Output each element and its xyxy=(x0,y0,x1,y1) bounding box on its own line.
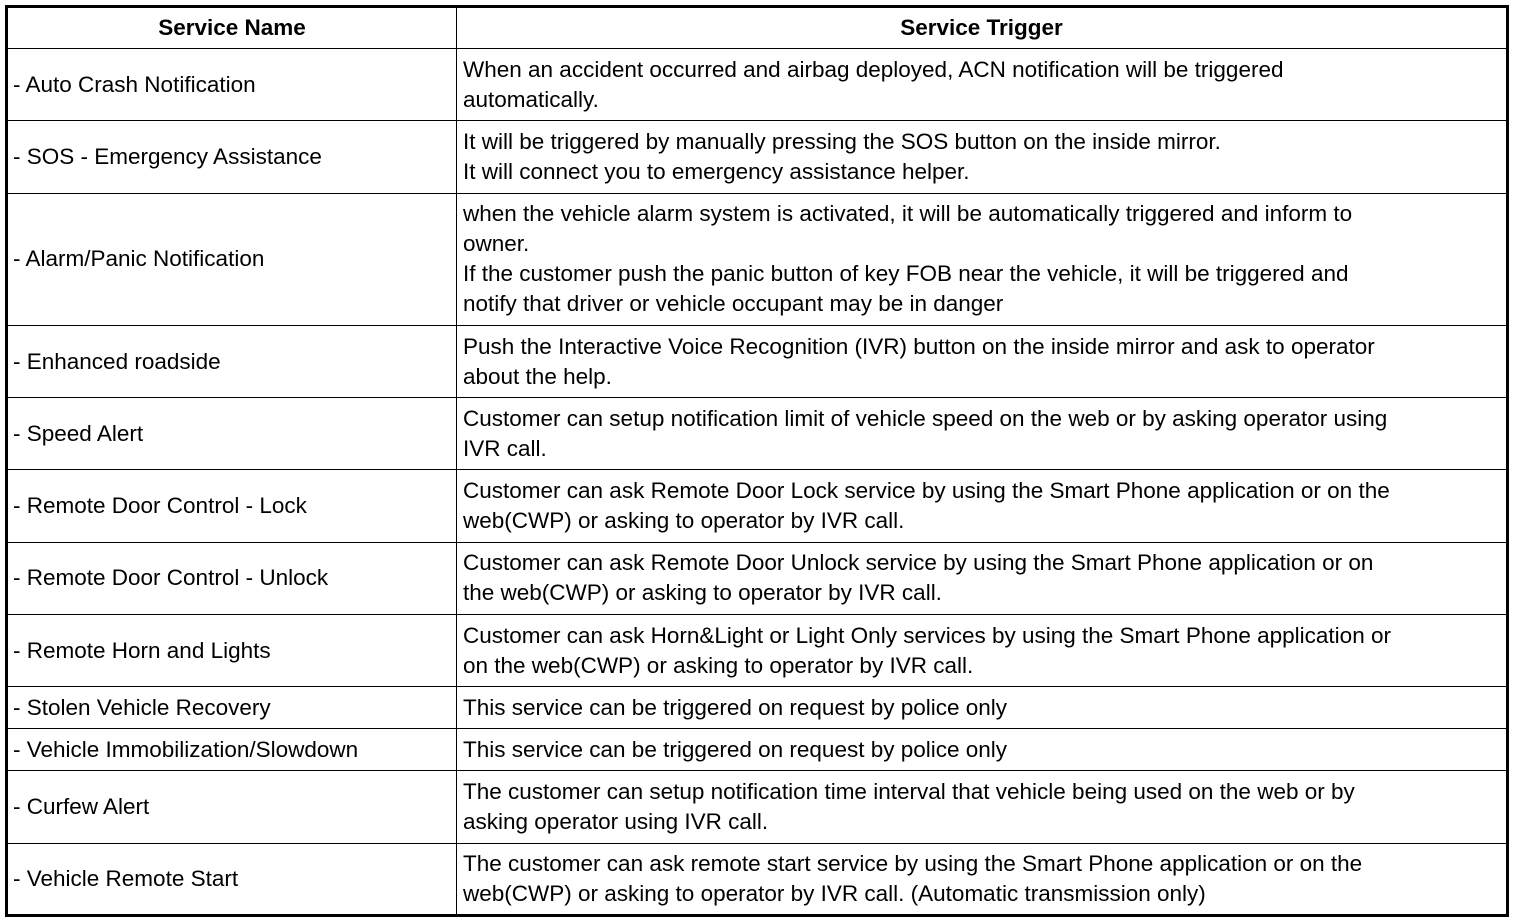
service-trigger-line: It will be triggered by manually pressing the SOS button on the inside mirror. xyxy=(463,128,1221,154)
service-trigger-cell xyxy=(457,398,1508,470)
table-body xyxy=(7,49,1508,916)
service-trigger-line: The customer can setup notification time interval that vehicle being used on the web or by xyxy=(463,779,1355,805)
service-name-cell: - Vehicle Immobilization/Slowdown xyxy=(7,729,457,771)
header-service-trigger: Service Trigger xyxy=(457,7,1508,49)
service-trigger-line: This service can be triggered on request by police only xyxy=(463,736,1008,762)
table-row xyxy=(7,542,1508,614)
service-trigger-cell xyxy=(457,687,1508,729)
service-trigger-line: the web(CWP) or asking to operator by IVR call. xyxy=(463,580,942,606)
service-trigger-line: IVR call. xyxy=(463,435,547,461)
service-trigger-line: Customer can ask Horn&Light or Light Only services by using the Smart Phone application or xyxy=(463,622,1391,648)
table-row xyxy=(7,614,1508,686)
service-trigger-line: Customer can ask Remote Door Unlock service by using the Smart Phone application or on xyxy=(463,550,1374,576)
service-trigger-line: Push the Interactive Voice Recognition (IVR) button on the inside mirror and ask to operator xyxy=(463,333,1375,359)
service-name-cell: - Vehicle Remote Start xyxy=(7,843,457,915)
service-name-cell: - Remote Door Control - Unlock xyxy=(7,542,457,614)
table-row xyxy=(7,325,1508,397)
service-trigger-line: web(CWP) or asking to operator by IVR call. (Automatic transmission only) xyxy=(463,880,1206,906)
service-trigger-line: This service can be triggered on request by police only xyxy=(463,694,1008,720)
service-trigger-cell xyxy=(457,121,1508,193)
service-trigger-cell xyxy=(457,614,1508,686)
service-name-cell: - Curfew Alert xyxy=(7,771,457,843)
service-name-cell: - Remote Door Control - Lock xyxy=(7,470,457,542)
table-row xyxy=(7,49,1508,121)
service-trigger-cell xyxy=(457,325,1508,397)
service-trigger-cell xyxy=(457,843,1508,915)
service-trigger-cell xyxy=(457,470,1508,542)
service-trigger-line: web(CWP) or asking to operator by IVR call. xyxy=(463,508,905,534)
service-table xyxy=(5,5,1509,917)
table-header-row xyxy=(7,7,1508,49)
table-row xyxy=(7,687,1508,729)
service-trigger-line: automatically. xyxy=(463,86,599,112)
table-row xyxy=(7,121,1508,193)
service-trigger-line: The customer can ask remote start service by using the Smart Phone application or on the xyxy=(463,850,1363,876)
service-trigger-line: notify that driver or vehicle occupant may be in danger xyxy=(463,291,1004,317)
table-row xyxy=(7,771,1508,843)
service-name-cell: - Enhanced roadside xyxy=(7,325,457,397)
service-trigger-cell xyxy=(457,542,1508,614)
header-service-name: Service Name xyxy=(7,7,457,49)
service-name-cell: - Alarm/Panic Notification xyxy=(7,193,457,325)
table-row xyxy=(7,843,1508,915)
service-trigger-line: asking operator using IVR call. xyxy=(463,809,769,835)
service-name-cell: - Speed Alert xyxy=(7,398,457,470)
service-trigger-line: It will connect you to emergency assistance helper. xyxy=(463,158,970,184)
service-trigger-cell xyxy=(457,729,1508,771)
service-trigger-cell xyxy=(457,49,1508,121)
service-trigger-line: Customer can setup notification limit of vehicle speed on the web or by asking operator using xyxy=(463,405,1388,431)
table-row xyxy=(7,193,1508,325)
table-row xyxy=(7,470,1508,542)
service-trigger-line: owner. xyxy=(463,231,530,257)
service-trigger-line: on the web(CWP) or asking to operator by IVR call. xyxy=(463,652,974,678)
service-name-cell: - Auto Crash Notification xyxy=(7,49,457,121)
service-name-cell: - Stolen Vehicle Recovery xyxy=(7,687,457,729)
table-row xyxy=(7,729,1508,771)
service-name-cell: - SOS - Emergency Assistance xyxy=(7,121,457,193)
service-trigger-line: When an accident occurred and airbag deployed, ACN notification will be triggered xyxy=(463,56,1284,82)
service-trigger-line: when the vehicle alarm system is activated, it will be automatically triggered and inform to xyxy=(463,201,1353,227)
service-trigger-line: Customer can ask Remote Door Lock service by using the Smart Phone application or on the xyxy=(463,478,1390,504)
service-trigger-cell xyxy=(457,771,1508,843)
table-row xyxy=(7,398,1508,470)
service-trigger-line: If the customer push the panic button of key FOB near the vehicle, it will be triggered and xyxy=(463,261,1349,287)
service-name-cell: - Remote Horn and Lights xyxy=(7,614,457,686)
service-trigger-line: about the help. xyxy=(463,363,612,389)
service-trigger-cell xyxy=(457,193,1508,325)
